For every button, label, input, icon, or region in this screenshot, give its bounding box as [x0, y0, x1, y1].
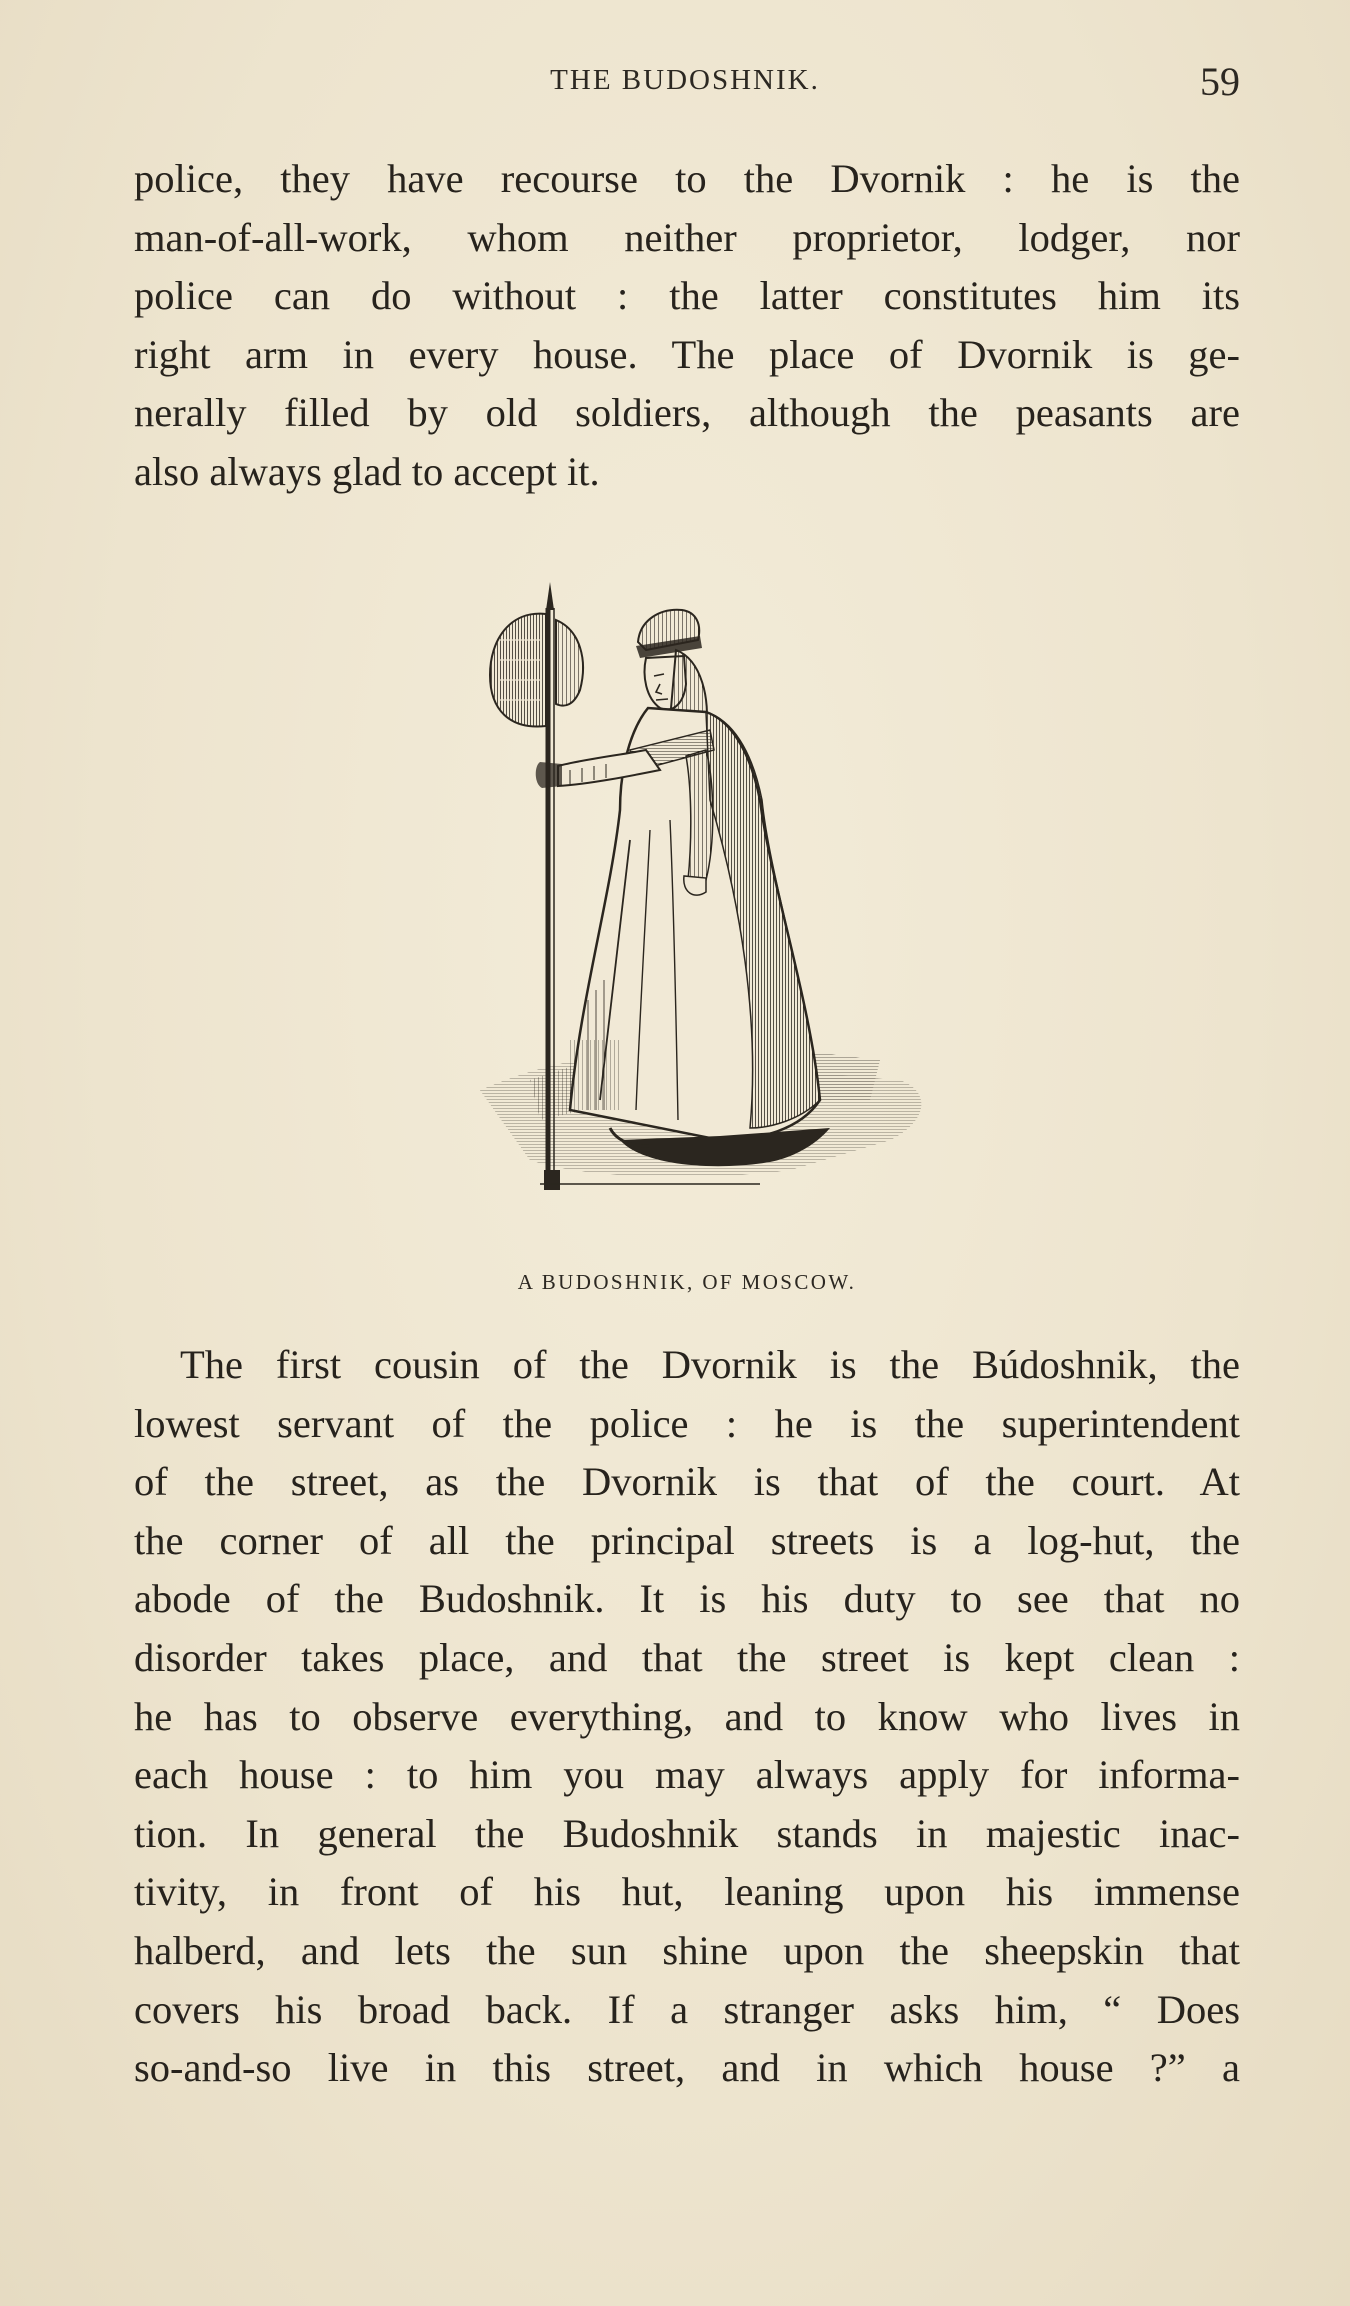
- text-line: lowest servant of the police : he is the superintendent: [134, 1400, 1240, 1446]
- text-line: of the street, as the Dvornik is that of the court. At: [134, 1459, 1240, 1505]
- text-line: abode of the Budoshnik. It is his duty to see that no: [134, 1576, 1240, 1622]
- text-line: right arm in every house. The place of Dvornik is ge-: [134, 331, 1240, 377]
- page-number: 59: [1200, 59, 1240, 104]
- text-line: nerally filled by old soldiers, although the peasants are: [134, 390, 1240, 436]
- running-head: [130, 58, 1240, 108]
- text-line: The first cousin of the Dvornik is the Búdoshnik, the: [180, 1342, 1240, 1387]
- text-line: tion. In general the Budoshnik stands in majestic inac-: [134, 1810, 1240, 1856]
- text-line: police, they have recourse to the Dvornik : he is the: [134, 156, 1240, 201]
- text-line: the corner of all the principal streets is a log-hut, the: [134, 1517, 1240, 1563]
- text-line: tivity, in front of his hut, leaning upon his immense: [134, 1869, 1240, 1915]
- text-line: man-of-all-work, whom neither proprietor, lodger, nor: [134, 214, 1240, 260]
- paragraph-1: [134, 150, 1240, 502]
- text-line: each house : to him you may always apply for informa-: [134, 1752, 1240, 1798]
- figure-budoshnik: [470, 580, 940, 1220]
- budoshnik-engraving: [470, 580, 940, 1220]
- figure-caption: A BUDOSHNIK, OF MOSCOW.: [517, 1270, 857, 1294]
- text-line: so-and-so live in this street, and in which house ?” a: [134, 2045, 1240, 2091]
- text-line: halberd, and lets the sun shine upon the sheepskin that: [134, 1927, 1240, 1973]
- text-line: police can do without : the latter constitutes him its: [134, 273, 1240, 319]
- running-title: THE BUDOSHNIK.: [550, 64, 820, 96]
- watchman-figure: [536, 610, 830, 1166]
- text-line: also always glad to accept it.: [134, 448, 600, 494]
- paragraph-2: [134, 1336, 1240, 2098]
- text-line: he has to observe everything, and to know who lives in: [134, 1693, 1240, 1739]
- text-line: disorder takes place, and that the street is kept clean :: [134, 1634, 1240, 1680]
- text-line: covers his broad back. If a stranger asks him, “ Does: [134, 1986, 1240, 2032]
